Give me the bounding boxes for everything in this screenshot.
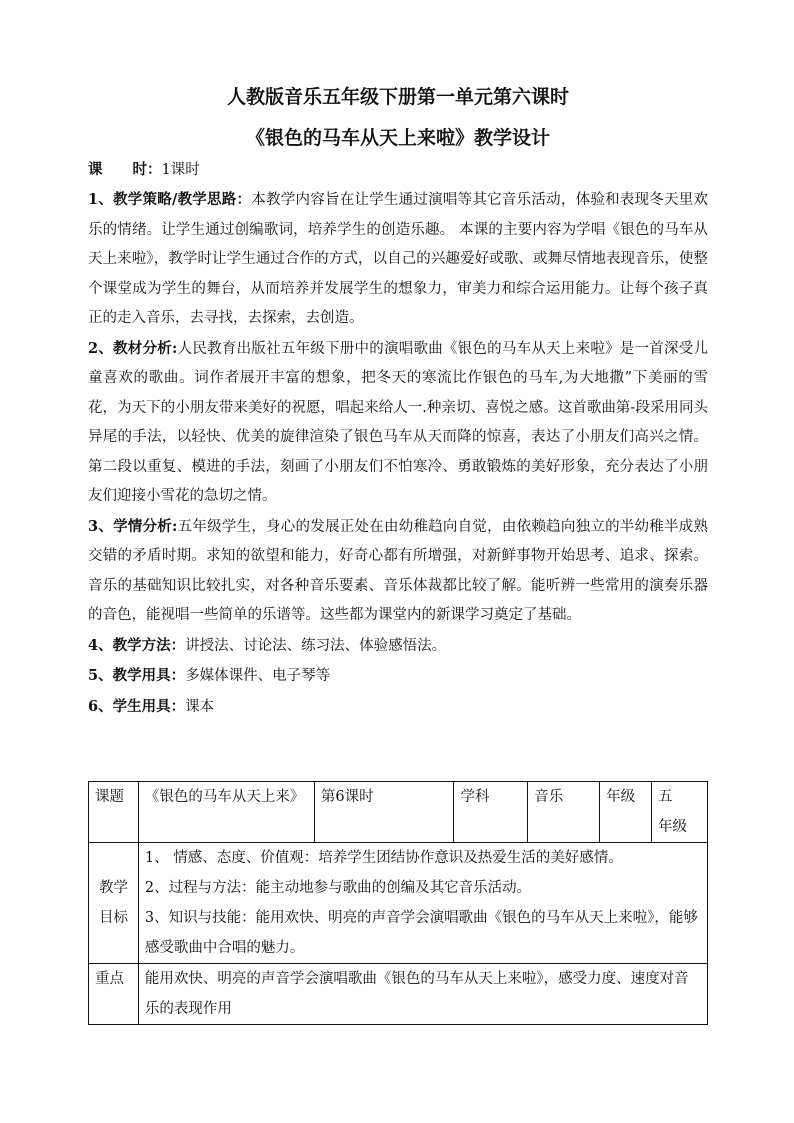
section-text: 五年级学生，身心的发展正处在由幼稚趋向自觉，由依赖趋向独立的半幼稚半成熟交错的矛盾时期。求知的欲望和能力，好奇心都有所增强，对新鲜事物开始思考、追求、探索。音乐的基础知识比较扎实，对各种音乐要素、音乐体裁都比较了解。能听辨一些常用的演奏乐器的音色，能视唱一些简单的乐谱等。这些都为课堂内的新课学习奠定了基础。	[88, 518, 708, 623]
section-text: 讲授法、讨论法、练习法、体验感悟法。	[185, 637, 447, 654]
lesson-plan-table	[88, 781, 708, 1025]
section-label: 5、教学用具：	[88, 667, 186, 684]
table-row-key-point	[89, 964, 708, 1025]
table-row-goals	[89, 843, 708, 964]
goal-item: 3、知识与技能：能用欢快、明亮的声音学会演唱歌曲《银色的马车从天上来啦》，能够感受歌曲中合唱的魅力。	[144, 910, 698, 956]
section-strategy	[88, 185, 708, 334]
cell-goals-content	[138, 843, 707, 964]
class-hours-label: 课 时：	[88, 161, 162, 178]
cell-goals-label: 教学目标	[89, 843, 139, 964]
section-label: 6、学生用具：	[88, 697, 186, 715]
cell-topic-value: 《银色的马车从天上来》	[138, 782, 314, 843]
document-subtitle: 《银色的马车从天上来啦》教学设计	[245, 127, 550, 149]
section-label: 2、教材分析:	[88, 339, 178, 357]
section-material-analysis	[88, 334, 708, 512]
document-body	[88, 84, 708, 722]
class-hours-line	[88, 155, 708, 185]
goal-item: 2、过程与方法：能主动地参与歌曲的创编及其它音乐活动。	[144, 880, 532, 896]
section-label: 1、教学策略/教学思路：	[88, 191, 252, 208]
section-label: 3、学情分析:	[88, 517, 178, 535]
cell-key-point-label: 重点	[89, 964, 139, 1025]
cell-subject-label: 学科	[454, 782, 528, 843]
goal-item: 1、 情感、态度、价值观：培养学生团结协作意识及热爱生活的美好感情。	[144, 850, 623, 866]
document-title: 人教版音乐五年级下册第一单元第六课时	[226, 86, 569, 108]
section-text: 人民教育出版社五年级下册中的演唱歌曲《银色的马车从天上来啦》是一首深受儿童喜欢的歌曲。词作者展开丰富的想象，把冬天的寒流比作银色的马车,为大地撒”下美丽的雪花，为天下的小朋友带来美好的祝愿，唱起来给人一.种亲切、喜悦之感。这首歌曲第-段采用同头异尾的手法，以轻快、优美的旋律渲染了银色马车从天而降的惊喜，表达了小朋友们高兴之情。第二段以重复、模进的手法，刻画了小朋友们不怕寒冷、勇敢锻炼的美好形象，充分表达了小朋友们迎接小雪花的急切之情。	[88, 340, 708, 504]
section-text: 课本	[185, 698, 215, 715]
cell-lesson-number: 第6课时	[314, 782, 454, 843]
table-row-header	[89, 782, 708, 843]
section-teaching-tools	[88, 661, 708, 692]
cell-grade-label: 年级	[600, 782, 652, 843]
section-label: 4、教学方法：	[88, 636, 186, 654]
cell-subject-value: 音乐	[528, 782, 600, 843]
section-text: 本教学内容旨在让学生通过演唱等其它音乐活动，体验和表现冬天里欢乐的情绪。让学生通过创编歌词，培养学生的创造乐趣。 本课的主要内容为学唱《银色的马车从天上来啦》，教学时让学生通过合作的方式，以自己的兴趣爱好或歌、或舞尽情地表现音乐，使整个课堂成为学生的舞台，从而培养并发展学生的想象力，审美力和综合运用能力。让每个孩子真正的走入音乐，去寻找，去探索，去创造。	[88, 192, 708, 326]
cell-grade-value: 五 年级	[652, 782, 708, 843]
section-text: 多媒体课件、电子琴等	[185, 668, 331, 684]
class-hours-value: 1课时	[161, 162, 200, 178]
cell-topic-label: 课题	[89, 782, 139, 843]
cell-key-point-content: 能用欢快、明亮的声音学会演唱歌曲《银色的马车从天上来啦》，感受力度、速度对音乐的表现作用	[138, 964, 707, 1025]
section-student-analysis	[88, 512, 708, 631]
section-teaching-methods	[88, 631, 708, 662]
section-student-tools	[88, 692, 708, 723]
